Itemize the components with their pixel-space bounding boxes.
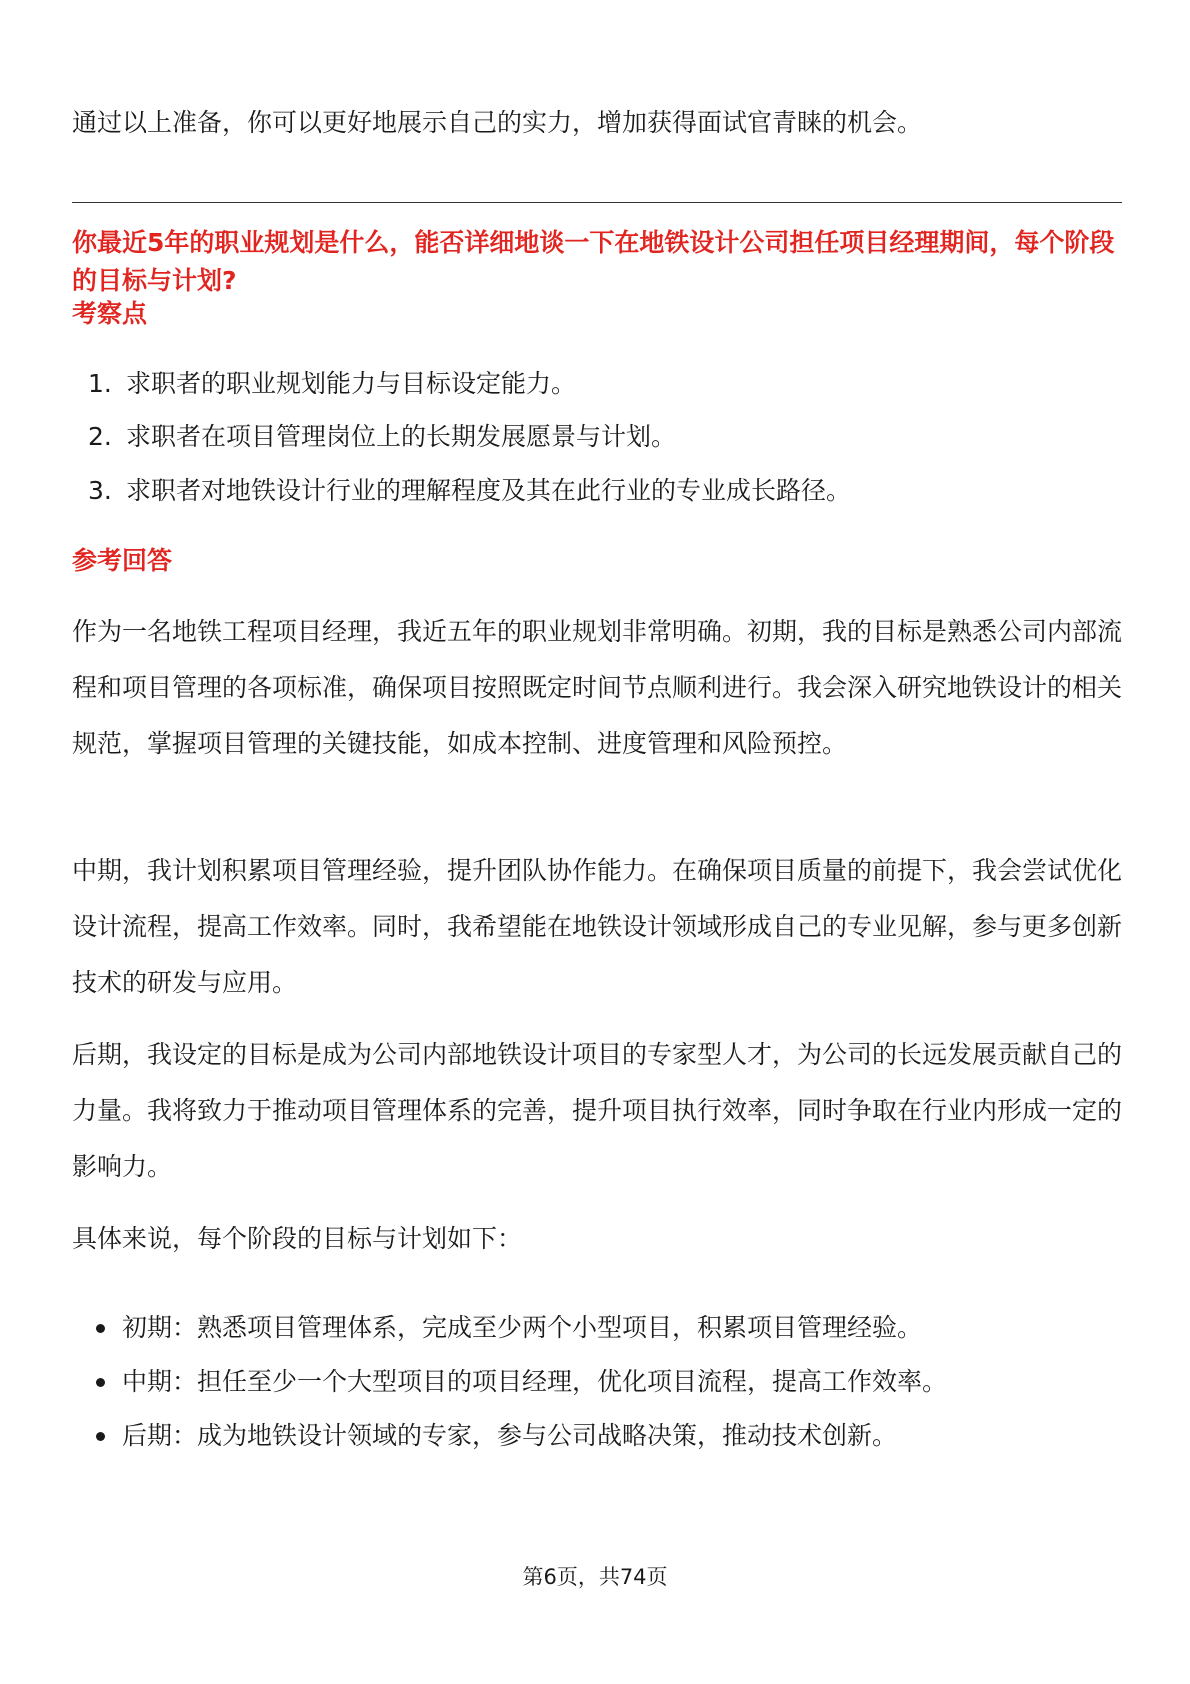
- question-heading: 你最近5年的职业规划是什么，能否详细地谈一下在地铁设计公司担任项目经理期间，每个阶段的目标与计划?: [72, 228, 1115, 295]
- answer-paragraph: 后期，我设定的目标是成为公司内部地铁设计项目的专家型人才，为公司的长远发展贡献自己的力量。我将致力于推动项目管理体系的完善，提升项目执行效率，同时争取在行业内形成一定的影响力。: [72, 1040, 1123, 1181]
- bullet-icon: [96, 1324, 105, 1333]
- assessment-point: [88, 366, 576, 402]
- list-number: 2.: [88, 422, 112, 451]
- list-text: 求职者对地铁设计行业的理解程度及其在此行业的专业成长路径。: [126, 476, 852, 505]
- answer-paragraph: 作为一名地铁工程项目经理，我近五年的职业规划非常明确。初期，我的目标是熟悉公司内部流程和项目管理的各项标准，确保项目按照既定时间节点顺利进行。我会深入研究地铁设计的相关规范，掌握项目管理的关键技能，如成本控制、进度管理和风险预控。: [72, 617, 1123, 758]
- bullet-text: 中期：担任至少一个大型项目的项目经理，优化项目流程，提高工作效率。: [122, 1367, 948, 1396]
- answer-paragraph: 具体来说，每个阶段的目标与计划如下：: [72, 1224, 523, 1253]
- section-divider: [72, 202, 1122, 203]
- plan-bullet: [96, 1418, 897, 1454]
- bullet-icon: [96, 1432, 105, 1441]
- plan-bullet: [96, 1310, 922, 1346]
- answer-paragraph: 中期，我计划积累项目管理经验，提升团队协作能力。在确保项目质量的前提下，我会尝试优化设计流程，提高工作效率。同时，我希望能在地铁设计领域形成自己的专业见解，参与更多创新技术的研发与应用。: [72, 856, 1123, 997]
- bullet-icon: [96, 1378, 105, 1387]
- list-text: 求职者的职业规划能力与目标设定能力。: [126, 369, 577, 398]
- assessment-point: [88, 419, 676, 455]
- page-footer: 第6页，共74页: [522, 1565, 668, 1589]
- bullet-text: 后期：成为地铁设计领域的专家，参与公司战略决策，推动技术创新。: [122, 1421, 898, 1450]
- intro-text: 通过以上准备，你可以更好地展示自己的实力，增加获得面试官青睐的机会。: [72, 108, 923, 137]
- bullet-text: 初期：熟悉项目管理体系，完成至少两个小型项目，积累项目管理经验。: [122, 1313, 923, 1342]
- answer-title: 参考回答: [72, 546, 173, 575]
- list-number: 1.: [88, 369, 112, 398]
- plan-bullet: [96, 1364, 947, 1400]
- assessment-point: [88, 473, 851, 509]
- list-number: 3.: [88, 476, 112, 505]
- assessment-title: 考察点: [72, 299, 148, 328]
- list-text: 求职者在项目管理岗位上的长期发展愿景与计划。: [126, 422, 677, 451]
